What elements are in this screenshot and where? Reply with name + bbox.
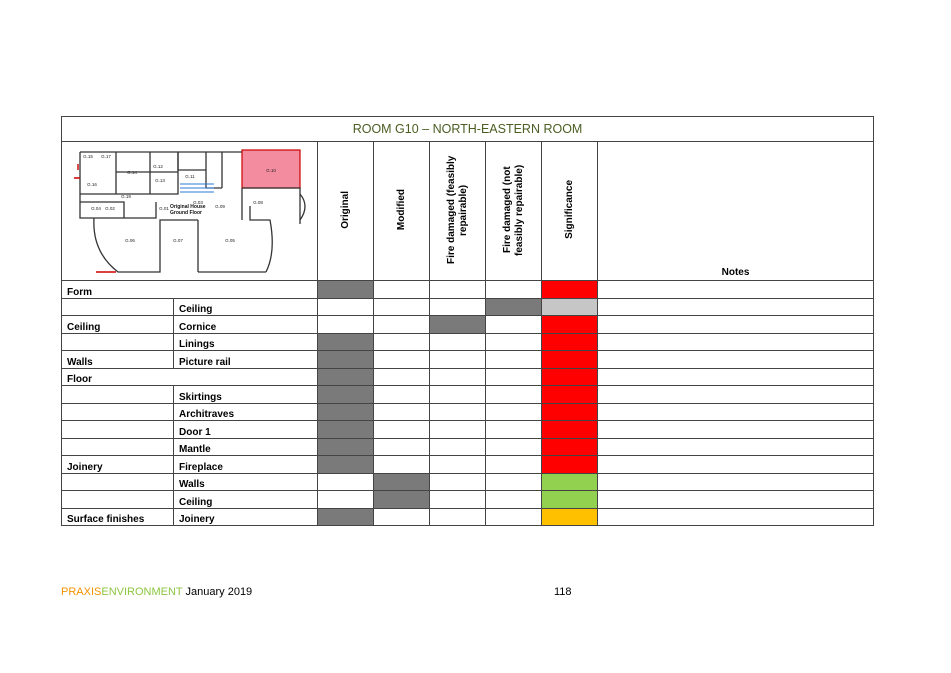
fire-feasible-cell [430, 473, 486, 491]
fire-not-feasible-cell [486, 456, 542, 474]
table-row [62, 333, 874, 351]
original-cell [318, 298, 374, 316]
room-title: ROOM G10 – NORTH-EASTERN ROOM [62, 117, 874, 142]
notes-cell [598, 456, 874, 474]
svg-text:G.08: G.08 [252, 200, 263, 205]
original-cell [318, 316, 374, 334]
modified-cell [374, 421, 430, 439]
svg-text:G.19: G.19 [120, 194, 131, 199]
notes-cell [598, 403, 874, 421]
col-notes: Notes [598, 142, 874, 281]
notes-cell [598, 386, 874, 404]
significance-cell [542, 508, 598, 526]
svg-text:G.06: G.06 [124, 238, 135, 243]
table-row [62, 491, 874, 509]
col-fire-feasible: Fire damaged (feasibly repairable) [430, 142, 486, 281]
notes-cell [598, 281, 874, 299]
row-item-label: Door 1 [174, 421, 318, 439]
floor-plan-drawing [70, 144, 310, 278]
col-modified: Modified [374, 142, 430, 281]
modified-cell [374, 456, 430, 474]
notes-cell [598, 438, 874, 456]
fire-not-feasible-cell [486, 298, 542, 316]
significance-cell [542, 403, 598, 421]
row-group-label [62, 421, 174, 439]
original-cell [318, 333, 374, 351]
notes-cell [598, 473, 874, 491]
fire-not-feasible-cell [486, 473, 542, 491]
modified-cell [374, 473, 430, 491]
significance-cell [542, 298, 598, 316]
fire-feasible-cell [430, 421, 486, 439]
significance-cell [542, 473, 598, 491]
significance-cell [542, 281, 598, 299]
notes-cell [598, 368, 874, 386]
original-cell [318, 473, 374, 491]
svg-text:G.05: G.05 [224, 238, 235, 243]
original-cell [318, 368, 374, 386]
table-row [62, 298, 874, 316]
floor-plan [62, 142, 318, 281]
significance-cell [542, 386, 598, 404]
row-group-label [62, 491, 174, 509]
fire-feasible-cell [430, 456, 486, 474]
table-row [62, 368, 874, 386]
significance-cell [542, 491, 598, 509]
fire-feasible-cell [430, 403, 486, 421]
fire-not-feasible-cell [486, 438, 542, 456]
row-group-label [62, 298, 174, 316]
fire-feasible-cell [430, 438, 486, 456]
original-cell [318, 438, 374, 456]
col-fire-not-feasible: Fire damaged (not feasibly repairable) [486, 142, 542, 281]
fire-feasible-cell [430, 298, 486, 316]
modified-cell [374, 281, 430, 299]
fire-not-feasible-cell [486, 281, 542, 299]
original-cell [318, 281, 374, 299]
row-group-label: Form [62, 281, 318, 299]
significance-cell [542, 438, 598, 456]
fire-feasible-cell [430, 351, 486, 369]
row-item-label: Picture rail [174, 351, 318, 369]
fire-feasible-cell [430, 491, 486, 509]
col-original: Original [318, 142, 374, 281]
fire-feasible-cell [430, 368, 486, 386]
row-group-label: Surface finishes [62, 508, 174, 526]
notes-cell [598, 316, 874, 334]
modified-cell [374, 491, 430, 509]
significance-cell [542, 316, 598, 334]
fire-feasible-cell [430, 386, 486, 404]
row-group-label [62, 403, 174, 421]
fire-feasible-cell [430, 333, 486, 351]
fire-not-feasible-cell [486, 403, 542, 421]
row-group-label: Walls [62, 351, 174, 369]
significance-table-wrapper [61, 116, 873, 526]
col-significance: Significance [542, 142, 598, 281]
row-item-label: Mantle [174, 438, 318, 456]
row-item-label: Joinery [174, 508, 318, 526]
original-cell [318, 403, 374, 421]
modified-cell [374, 368, 430, 386]
table-row [62, 281, 874, 299]
significance-cell [542, 456, 598, 474]
fire-not-feasible-cell [486, 386, 542, 404]
fire-feasible-cell [430, 508, 486, 526]
svg-text:G.07: G.07 [172, 238, 183, 243]
fire-feasible-cell [430, 281, 486, 299]
svg-text:G.10: G.10 [265, 168, 276, 173]
table-row [62, 421, 874, 439]
table-row [62, 316, 874, 334]
plan-caption-2: Ground Floor [169, 210, 202, 216]
row-group-label [62, 438, 174, 456]
row-group-label [62, 386, 174, 404]
svg-text:G.17: G.17 [100, 154, 111, 159]
original-cell [318, 491, 374, 509]
svg-text:G.15: G.15 [82, 154, 93, 159]
modified-cell [374, 333, 430, 351]
row-group-label: Joinery [62, 456, 174, 474]
notes-cell [598, 333, 874, 351]
fire-not-feasible-cell [486, 491, 542, 509]
table-row [62, 508, 874, 526]
table-row [62, 438, 874, 456]
original-cell [318, 508, 374, 526]
svg-text:G.13: G.13 [154, 178, 165, 183]
notes-cell [598, 508, 874, 526]
footer-date: January 2019 [185, 586, 253, 598]
row-item-label: Walls [174, 473, 318, 491]
row-item-label: Architraves [174, 403, 318, 421]
fire-feasible-cell [430, 316, 486, 334]
modified-cell [374, 316, 430, 334]
row-item-label: Ceiling [174, 491, 318, 509]
table-row [62, 403, 874, 421]
fire-not-feasible-cell [486, 508, 542, 526]
row-group-label: Ceiling [62, 316, 174, 334]
table-row [62, 456, 874, 474]
svg-text:G.02: G.02 [104, 206, 115, 211]
page-number: 118 [554, 586, 572, 598]
modified-cell [374, 508, 430, 526]
significance-cell [542, 351, 598, 369]
modified-cell [374, 386, 430, 404]
brand-praxis: PRAXIS [61, 586, 102, 598]
fire-not-feasible-cell [486, 351, 542, 369]
table-row [62, 351, 874, 369]
notes-cell [598, 351, 874, 369]
row-group-label [62, 473, 174, 491]
original-cell [318, 386, 374, 404]
svg-text:G.16: G.16 [86, 182, 97, 187]
notes-cell [598, 491, 874, 509]
notes-cell [598, 298, 874, 316]
row-item-label: Ceiling [174, 298, 318, 316]
row-item-label: Cornice [174, 316, 318, 334]
original-cell [318, 421, 374, 439]
original-cell [318, 351, 374, 369]
row-item-label: Skirtings [174, 386, 318, 404]
original-cell [318, 456, 374, 474]
svg-text:G.01: G.01 [158, 206, 169, 211]
row-group-label [62, 333, 174, 351]
svg-text:G.03: G.03 [192, 200, 203, 205]
significance-cell [542, 368, 598, 386]
row-item-label: Fireplace [174, 456, 318, 474]
svg-text:G.12: G.12 [152, 164, 163, 169]
fire-not-feasible-cell [486, 421, 542, 439]
significance-cell [542, 333, 598, 351]
modified-cell [374, 298, 430, 316]
footer [61, 586, 252, 598]
table-row [62, 386, 874, 404]
brand-environment: ENVIRONMENT [101, 586, 183, 598]
svg-text:G.04: G.04 [90, 206, 101, 211]
fire-not-feasible-cell [486, 333, 542, 351]
plan-caption-1: Original House [169, 204, 206, 210]
svg-text:G.11: G.11 [184, 174, 195, 179]
modified-cell [374, 438, 430, 456]
row-group-label: Floor [62, 368, 318, 386]
svg-text:G.14: G.14 [126, 170, 137, 175]
significance-cell [542, 421, 598, 439]
svg-text:G.09: G.09 [214, 204, 225, 209]
modified-cell [374, 351, 430, 369]
table-row [62, 473, 874, 491]
row-item-label: Linings [174, 333, 318, 351]
notes-cell [598, 421, 874, 439]
fire-not-feasible-cell [486, 316, 542, 334]
significance-table [61, 116, 874, 526]
modified-cell [374, 403, 430, 421]
fire-not-feasible-cell [486, 368, 542, 386]
